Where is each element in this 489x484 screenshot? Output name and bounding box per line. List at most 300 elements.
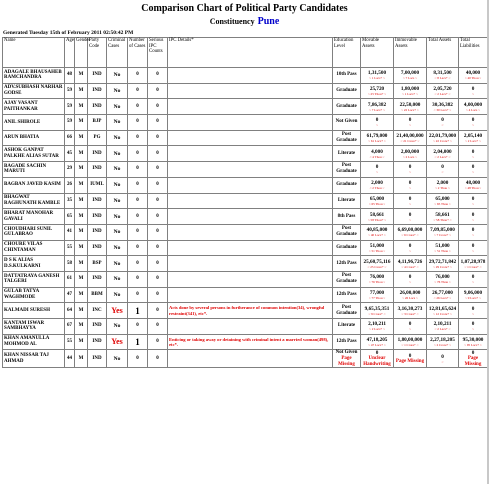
criminal-cell: Yes <box>107 303 128 319</box>
education-cell <box>333 287 361 303</box>
immovable-words: ~ <box>409 186 411 191</box>
col-criminal[interactable]: Criminal Cases <box>107 38 128 68</box>
criminal-cell: No <box>107 162 128 178</box>
education-level: Post Graduate <box>336 226 357 238</box>
total-assets-words: ~ 29 Crore+ ~ <box>433 264 452 269</box>
immovable-cell <box>394 287 427 303</box>
movable-amount: 58,661 <box>369 211 385 218</box>
total-assets-amount: 0 <box>441 353 444 360</box>
candidate-name[interactable]: DATTATRAYA GANESH TALGERI <box>3 271 65 287</box>
cases-cell: 0 <box>128 99 148 115</box>
serious-cell: 0 <box>148 193 168 209</box>
party-cell: BSP <box>88 256 107 272</box>
total-liabilities-amount: 40,000 <box>465 70 481 77</box>
col-total-liabilities[interactable]: Total Liabilities <box>459 38 488 68</box>
party-cell: IND <box>88 83 107 99</box>
education-cell <box>333 130 361 146</box>
ipc-details-cell <box>168 99 333 115</box>
immovable-amount: 2,00,000 <box>400 148 420 155</box>
movable-amount: 51,000 <box>369 242 385 249</box>
table-row <box>3 224 488 240</box>
table-row <box>3 146 488 162</box>
movable-amount: 7,86,382 <box>367 101 387 108</box>
education-level: 12th Pass <box>336 260 357 266</box>
movable-cell <box>361 271 394 287</box>
candidate-name[interactable]: ASHOK GANPAT PALKHE ALIAS SUTAR <box>3 146 65 162</box>
total-assets-cell <box>427 271 459 287</box>
criminal-cell: No <box>107 240 128 256</box>
immovable-amount: 0 <box>408 242 412 249</box>
immovable-cell <box>394 303 427 319</box>
total-liabilities-cell <box>459 209 488 225</box>
immovable-words: ~ <box>409 280 411 285</box>
total-liabilities-amount: 95,30,000 <box>462 337 484 344</box>
total-assets-words: ~ 51 Thou ~ <box>434 248 451 253</box>
table-body <box>3 68 488 368</box>
total-liabilities-words: ~ <box>472 92 474 97</box>
total-liabilities-words: ~ 48 Thou ~ <box>464 186 482 191</box>
immovable-words: ~ 26 Lacs ~ <box>402 295 418 300</box>
total-assets-cell <box>427 256 459 272</box>
immovable-amount: 3,16,30,273 <box>397 305 423 312</box>
education-level: Post Graduate <box>336 273 357 285</box>
total-liabilities-amount: 2,05,140 <box>463 133 483 140</box>
table-row <box>3 209 488 225</box>
serious-cell: 0 <box>148 240 168 256</box>
age-cell: 66 <box>65 130 75 146</box>
age-cell: 55 <box>65 240 75 256</box>
movable-amount: 61,79,000 <box>366 133 388 140</box>
candidate-name[interactable]: GULAB TATYA WAGHMODE <box>3 287 65 303</box>
gender-cell: M <box>75 115 88 131</box>
total-assets-cell <box>427 83 459 99</box>
total-assets-words: ~ <box>441 170 444 175</box>
party-cell: PG <box>88 130 107 146</box>
movable-cell <box>361 83 394 99</box>
col-party[interactable]: Party Code <box>88 38 107 68</box>
table-header-row <box>3 38 488 68</box>
criminal-cell: No <box>107 287 128 303</box>
education-level: Graduate <box>336 88 357 94</box>
movable-cell <box>361 115 394 131</box>
immovable-cell <box>394 177 427 193</box>
movable-amount: 1,31,500 <box>367 70 387 77</box>
col-total-assets[interactable]: Total Assets <box>427 38 459 68</box>
movable-words: ~ 25 Crore+ ~ <box>367 264 387 269</box>
total-assets-words: ~ 30 Lacs+ ~ <box>433 107 452 112</box>
cases-cell: 0 <box>128 240 148 256</box>
immovable-cell <box>394 319 427 335</box>
total-assets-cell <box>427 68 459 84</box>
criminal-cell: No <box>107 209 128 225</box>
candidate-name[interactable]: CHOUDHARI SUNIL GULABRAO <box>3 224 65 240</box>
immovable-cell <box>394 193 427 209</box>
total-liabilities-cell <box>459 99 488 115</box>
total-liabilities-cell <box>459 350 488 368</box>
party-cell: IND <box>88 319 107 335</box>
ipc-details-cell: Acts done by several persons in furtherance of common intention(34), wrongful restraint(341), etc*. <box>168 303 333 319</box>
movable-amount: 2,000 <box>371 180 383 187</box>
movable-words: ~ 61 Lacs+ ~ <box>368 139 386 144</box>
serious-cell: 0 <box>148 224 168 240</box>
movable-words: ~ 40 Lacs+ ~ <box>368 233 386 238</box>
movable-words: ~ 2 Thou ~ <box>369 186 385 191</box>
gender-cell: M <box>75 83 88 99</box>
total-assets-cell <box>427 177 459 193</box>
candidate-name[interactable]: ADAGALE BHAUSAHEB RAMCHANDRA <box>3 68 65 84</box>
col-education[interactable]: Education Level <box>333 38 361 68</box>
age-cell: 29 <box>65 162 75 178</box>
age-cell: 67 <box>65 319 75 335</box>
serious-cell: 0 <box>148 334 168 350</box>
movable-words: ~ 58 Thou+ ~ <box>367 217 387 222</box>
age-cell: 65 <box>65 209 75 225</box>
total-liabilities-words: ~ <box>472 123 474 128</box>
movable-cell <box>361 99 394 115</box>
total-liabilities-words: ~ <box>472 154 474 159</box>
gender-cell: M <box>75 209 88 225</box>
cases-cell: 1 <box>128 334 148 350</box>
serious-cell: 0 <box>148 209 168 225</box>
ipc-details-cell <box>168 224 333 240</box>
total-liabilities-amount: 9,06,000 <box>463 289 483 296</box>
col-movable[interactable]: Movable Assets <box>361 38 394 68</box>
total-assets-words: ~ 7 Crore+ ~ <box>433 233 452 238</box>
total-assets-cell <box>427 193 459 209</box>
total-assets-cell <box>427 162 459 178</box>
education-level: 8th Pass <box>337 213 356 219</box>
candidate-name[interactable]: BAGADE SACHIN MARUTI <box>3 162 65 178</box>
education-cell <box>333 193 361 209</box>
movable-words: ~ 2 Lacs+ ~ <box>369 327 385 332</box>
criminal-cell: No <box>107 256 128 272</box>
education-level: Graduate <box>336 244 357 250</box>
immovable-words: ~ 3 Crore+ ~ <box>401 311 419 316</box>
total-assets-cell <box>427 224 459 240</box>
total-liabilities-cell <box>459 193 488 209</box>
movable-cell <box>361 240 394 256</box>
immovable-words: ~ 2 Lacs ~ <box>403 154 417 159</box>
candidate-name[interactable]: KHAN AMANULLA MOHMOD AL <box>3 334 65 350</box>
candidate-name[interactable]: ARUN BHATIA <box>3 130 65 146</box>
criminal-cell: No <box>107 350 128 368</box>
total-assets-words: ~ 2 Thou ~ <box>435 186 450 191</box>
immovable-amount: 26,00,000 <box>399 289 421 296</box>
immovable-words: ~ <box>409 327 411 332</box>
education-cell <box>333 68 361 84</box>
total-assets-amount: 0 <box>441 164 444 171</box>
gender-cell: M <box>75 130 88 146</box>
movable-cell <box>361 224 394 240</box>
criminal-cell: No <box>107 224 128 240</box>
serious-cell: 0 <box>148 115 168 131</box>
movable-words: ~ 47 Lacs+ ~ <box>368 343 386 348</box>
cases-cell: 0 <box>128 68 148 84</box>
total-liabilities-amount: 0 <box>471 227 475 234</box>
immovable-amount: 0 <box>408 117 412 124</box>
cases-cell: 0 <box>128 146 148 162</box>
total-liabilities-amount: 0 <box>471 117 475 124</box>
cases-cell: 0 <box>128 224 148 240</box>
total-liabilities-words: ~ <box>472 201 474 206</box>
immovable-cell <box>394 334 427 350</box>
cases-cell: 0 <box>128 271 148 287</box>
gender-cell: M <box>75 350 88 368</box>
candidate-name[interactable]: BAGBAN JAVED KASIM <box>3 177 65 193</box>
table-row <box>3 350 488 368</box>
total-liabilities-cell <box>459 68 488 84</box>
total-assets-amount: 22,01,79,000 <box>428 133 457 140</box>
total-assets-amount: 58,661 <box>435 211 450 218</box>
party-cell: BBM <box>88 287 107 303</box>
total-assets-cell <box>427 130 459 146</box>
age-cell: 64 <box>65 303 75 319</box>
movable-words: ~ 9 Crore+ ~ <box>368 311 386 316</box>
movable-words: ~ 77 Thou ~ <box>368 295 386 300</box>
immovable-amount: 0 <box>408 211 412 218</box>
total-liabilities-words: ~ 2 Lacs+ ~ <box>465 139 481 144</box>
candidate-name[interactable]: AJAY VASANT PAITHANKAR <box>3 99 65 115</box>
total-assets-amount: 26,77,000 <box>432 289 453 296</box>
education-cell <box>333 303 361 319</box>
education-level: 10th Pass <box>336 72 357 78</box>
party-cell: IND <box>88 146 107 162</box>
education-level: Graduate <box>336 182 357 188</box>
movable-amount: 9,65,35,351 <box>364 305 390 312</box>
movable-amount: 25,60,75,116 <box>363 258 391 265</box>
total-assets-cell <box>427 303 459 319</box>
total-liabilities-words: ~ 1 Crore+ ~ <box>464 264 482 269</box>
total-assets-amount: 0 <box>441 117 444 124</box>
education-cell <box>333 99 361 115</box>
candidate-name[interactable]: ADV.SUBHASH NARHAR GODSE <box>3 83 65 99</box>
immovable-amount: 0 <box>408 321 412 328</box>
serious-cell: 0 <box>148 177 168 193</box>
total-liabilities-words: ~ <box>472 233 474 238</box>
total-liabilities-amount: 48,000 <box>465 180 481 187</box>
movable-amount: 47,18,205 <box>366 337 388 344</box>
total-assets-amount: 2,27,18,205 <box>430 337 455 344</box>
age-cell: 35 <box>65 193 75 209</box>
party-cell: IND <box>88 240 107 256</box>
cases-cell: 0 <box>128 193 148 209</box>
movable-amount: 25,720 <box>369 86 385 93</box>
movable-words: ~ 51 Thou ~ <box>368 248 386 253</box>
col-gender[interactable]: Gender <box>75 38 88 68</box>
party-cell: IND <box>88 350 107 368</box>
col-ipc[interactable]: IPC Details* <box>168 38 333 68</box>
ipc-details-cell <box>168 68 333 84</box>
immovable-amount: 22,50,000 <box>399 101 421 108</box>
table-row <box>3 130 488 146</box>
gender-cell: M <box>75 99 88 115</box>
candidate-name[interactable]: KHAN NISSAR TAJ AHMAD <box>3 350 65 368</box>
col-immovable[interactable]: Immovable Assets <box>394 38 427 68</box>
immovable-amount: 0 <box>408 195 412 202</box>
candidate-name[interactable]: CHOURE VILAS CHINTAMAN <box>3 240 65 256</box>
total-liabilities-words: ~ <box>472 280 474 285</box>
age-cell: 58 <box>65 256 75 272</box>
immovable-words: Page Missing <box>395 359 425 365</box>
total-liabilities-words: ~ 9 Lacs+ ~ <box>465 295 481 300</box>
candidate-name[interactable]: D S K ALIAS D.S.KULKARNI <box>3 256 65 272</box>
total-assets-cell <box>427 350 459 368</box>
criminal-cell: No <box>107 319 128 335</box>
total-assets-words: ~ 2 Crore+ ~ <box>433 343 452 348</box>
candidate-name[interactable]: KANTAM ISWAR SAMBHAYYA <box>3 319 65 335</box>
ipc-details-cell <box>168 193 333 209</box>
education-note: Page Missing <box>338 356 355 367</box>
criminal-cell: No <box>107 99 128 115</box>
age-cell: 41 <box>65 224 75 240</box>
col-name[interactable]: Name <box>3 38 65 68</box>
total-liabilities-cell <box>459 224 488 240</box>
criminal-cell: No <box>107 177 128 193</box>
total-assets-cell <box>427 287 459 303</box>
movable-words: ~ 65 Thou ~ <box>368 201 386 206</box>
ipc-details-cell: Enticing or taking away or detaining with criminal intent a married woman(498), etc*. <box>168 334 333 350</box>
constituency-name: Pune <box>257 16 280 27</box>
immovable-words: ~ <box>409 248 411 253</box>
immovable-amount: 1,80,000 <box>400 86 420 93</box>
cases-cell: 0 <box>128 256 148 272</box>
age-cell: 59 <box>65 83 75 99</box>
candidate-name[interactable]: ANIL SHIROLE <box>3 115 65 131</box>
gender-cell: M <box>75 287 88 303</box>
immovable-cell <box>394 130 427 146</box>
ipc-details-cell <box>168 83 333 99</box>
movable-cell <box>361 256 394 272</box>
table-row <box>3 271 488 287</box>
candidate-name[interactable]: KALMADI SURESH <box>3 303 65 319</box>
total-liabilities-cell <box>459 83 488 99</box>
immovable-words: ~ <box>409 170 411 175</box>
total-liabilities-cell <box>459 287 488 303</box>
ipc-details-cell <box>168 256 333 272</box>
total-assets-amount: 2,000 <box>436 180 449 187</box>
age-cell: 55 <box>65 334 75 350</box>
cases-cell: 0 <box>128 83 148 99</box>
candidates-table <box>2 37 488 368</box>
education-cell <box>333 162 361 178</box>
total-liabilities-amount: 0 <box>471 211 475 218</box>
immovable-words: ~ 4 Crore+ ~ <box>401 264 419 269</box>
table-row <box>3 162 488 178</box>
age-cell: 59 <box>65 99 75 115</box>
total-liabilities-amount: 0 <box>471 321 475 328</box>
candidate-name[interactable]: BHARAT MANOHAR GAVALI <box>3 209 65 225</box>
ipc-details-cell <box>168 146 333 162</box>
education-level: Post Graduate <box>336 304 357 316</box>
total-assets-amount: 2,04,000 <box>433 148 452 155</box>
total-assets-amount: 30,36,382 <box>432 101 453 108</box>
education-level: 12th Pass <box>336 339 357 345</box>
serious-cell: 0 <box>148 256 168 272</box>
candidate-name[interactable]: BHAGWAT RAGHUNATH KAMBLE <box>3 193 65 209</box>
movable-amount: 4,000 <box>371 148 383 155</box>
total-liabilities-words: ~ 95 Lacs+ ~ <box>464 343 482 348</box>
immovable-words: ~ 1 Lacs+ ~ <box>402 92 418 97</box>
total-liabilities-cell <box>459 256 488 272</box>
total-assets-amount: 76,000 <box>435 274 450 281</box>
cases-cell: 0 <box>128 350 148 368</box>
education-cell <box>333 334 361 350</box>
movable-cell <box>361 334 394 350</box>
serious-cell: 0 <box>148 146 168 162</box>
total-liabilities-words: ~ <box>472 311 474 316</box>
col-age[interactable]: Age <box>65 38 75 68</box>
cases-cell: 0 <box>128 177 148 193</box>
education-cell <box>333 115 361 131</box>
table-row <box>3 99 488 115</box>
party-cell: IND <box>88 99 107 115</box>
movable-amount: 0 <box>375 350 379 357</box>
immovable-amount: 0 <box>408 164 412 171</box>
gender-cell: M <box>75 162 88 178</box>
party-cell: IND <box>88 162 107 178</box>
total-assets-words: ~ <box>441 359 444 364</box>
movable-words: ~ 76 Thou ~ <box>368 280 386 285</box>
ipc-details-cell <box>168 240 333 256</box>
constituency-label: Constituency <box>209 17 255 26</box>
page-title: Comparison Chart of Political Party Candidates <box>141 3 348 14</box>
serious-cell: 0 <box>148 319 168 335</box>
total-liabilities-amount: 0 <box>471 86 475 93</box>
movable-words: ~ <box>376 170 378 175</box>
immovable-amount: 4,11,96,726 <box>397 258 423 265</box>
education-level: Post Graduate <box>336 132 357 144</box>
ipc-details-cell <box>168 350 333 368</box>
total-liabilities-cell <box>459 130 488 146</box>
total-liabilities-cell <box>459 146 488 162</box>
movable-amount: 0 <box>375 117 379 124</box>
total-liabilities-amount: 0 <box>471 164 475 171</box>
cases-cell: 0 <box>128 319 148 335</box>
cases-cell: 0 <box>128 130 148 146</box>
immovable-cell <box>394 240 427 256</box>
col-serious[interactable]: Serious IPC Counts <box>148 38 168 68</box>
gender-cell: M <box>75 319 88 335</box>
gender-cell: M <box>75 193 88 209</box>
party-cell: INC <box>88 303 107 319</box>
party-cell: IND <box>88 271 107 287</box>
gender-cell: M <box>75 177 88 193</box>
education-cell <box>333 177 361 193</box>
total-assets-amount: 7,09,85,000 <box>430 227 455 234</box>
movable-words: ~ 4 Thou ~ <box>369 154 385 159</box>
total-liabilities-cell <box>459 177 488 193</box>
criminal-cell: No <box>107 68 128 84</box>
movable-words: Unclear Handwriting <box>363 356 391 367</box>
movable-words: ~ 25 Thou+ ~ <box>367 92 387 97</box>
gender-cell: M <box>75 303 88 319</box>
total-liabilities-cell <box>459 319 488 335</box>
immovable-words: ~ 1 Crore+ ~ <box>401 343 419 348</box>
total-liabilities-words: Page Missing <box>464 356 482 367</box>
col-cases[interactable]: Number of Cases <box>128 38 148 68</box>
movable-amount: 76,000 <box>369 274 385 281</box>
criminal-cell: Yes <box>107 334 128 350</box>
total-assets-words: ~ 26 Lacs+ ~ <box>433 295 452 300</box>
education-cell <box>333 240 361 256</box>
total-assets-amount: 29,72,71,842 <box>428 258 457 265</box>
total-assets-cell <box>427 146 459 162</box>
immovable-cell <box>394 271 427 287</box>
gender-cell: M <box>75 256 88 272</box>
total-liabilities-cell <box>459 162 488 178</box>
immovable-cell <box>394 99 427 115</box>
serious-cell: 0 <box>148 162 168 178</box>
